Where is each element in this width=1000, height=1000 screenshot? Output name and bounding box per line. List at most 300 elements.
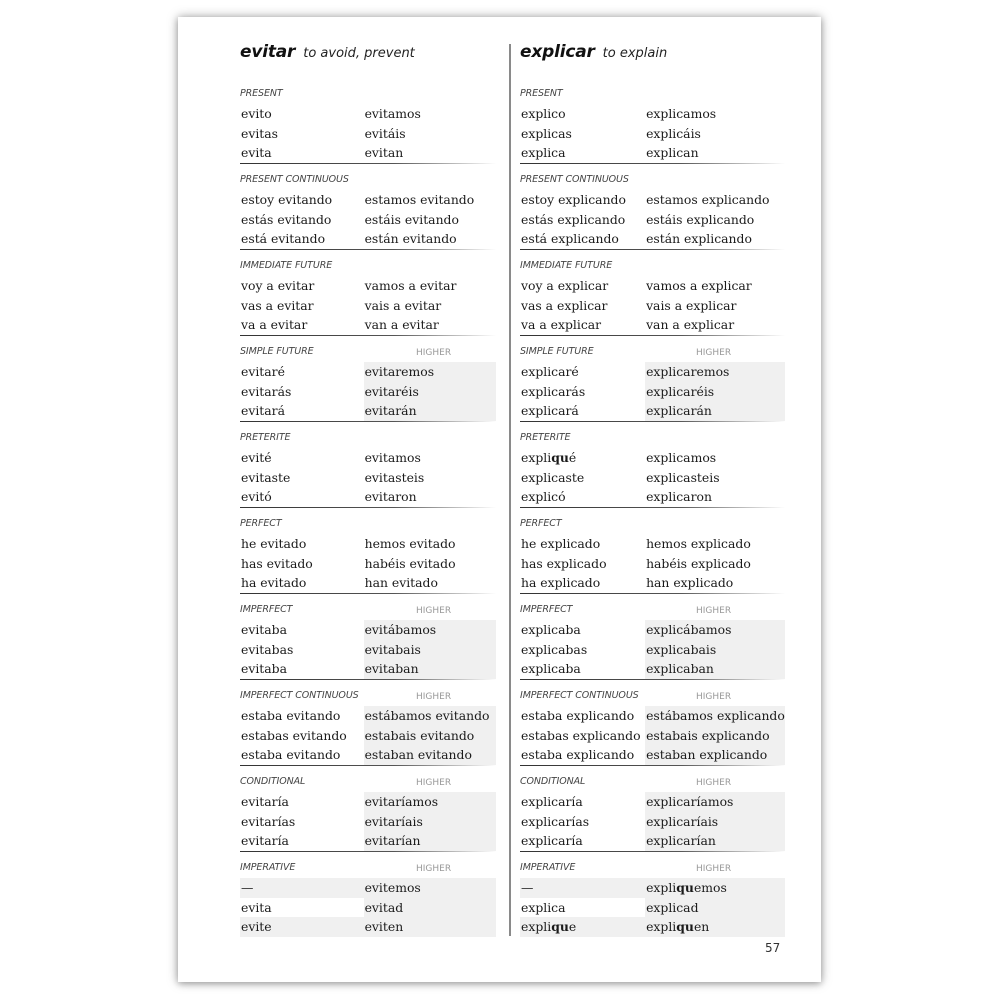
- conjugation-table: [240, 706, 496, 765]
- plural-form: explicarán: [645, 401, 785, 421]
- plural-form: están explicando: [646, 231, 752, 246]
- singular-form: estaba explicando: [521, 747, 635, 762]
- singular-form: estoy explicando: [521, 192, 626, 207]
- conjugation-row: [520, 190, 785, 210]
- conjugation-row: [520, 124, 785, 144]
- singular-form: estás explicando: [521, 211, 626, 227]
- plural-form: explicaban: [645, 659, 785, 679]
- plural-form: vamos a explicar: [646, 278, 752, 293]
- tense-name: IMPERATIVE: [240, 862, 296, 873]
- singular-form: estoy evitando: [241, 192, 333, 207]
- higher-label: HIGHER: [696, 778, 732, 788]
- tense-header: [520, 254, 785, 276]
- conjugation-row: [240, 124, 496, 144]
- plural-form: evitáis: [364, 125, 406, 141]
- tense-block: [520, 82, 785, 168]
- singular-form: evitará: [241, 403, 285, 418]
- singular-form: evitarás: [241, 383, 292, 399]
- verb-infinitive: explicar: [520, 42, 595, 62]
- singular-form: evitas: [241, 125, 279, 141]
- tense-header: [520, 770, 785, 792]
- singular-form: evito: [241, 106, 272, 121]
- tense-name: PRESENT: [240, 88, 283, 99]
- tense-block: [240, 82, 496, 168]
- tense-header: [520, 856, 785, 878]
- singular-form: vas a evitar: [241, 297, 314, 313]
- tense-separator: [240, 249, 496, 251]
- higher-label: HIGHER: [696, 606, 732, 616]
- conjugation-row: [240, 745, 496, 765]
- tense-separator: [520, 507, 785, 509]
- higher-label: HIGHER: [416, 692, 452, 702]
- singular-form: explicará: [521, 403, 579, 418]
- singular-form: evitaré: [241, 364, 285, 379]
- verb-header: [240, 42, 496, 82]
- plural-form: estáis explicando: [646, 211, 755, 227]
- singular-form: explicaba: [521, 661, 581, 676]
- tense-separator: [520, 593, 785, 595]
- conjugation-row: [520, 104, 785, 124]
- conjugation-row: [520, 917, 785, 937]
- plural-form: han explicado: [646, 575, 734, 590]
- tense-name: CONDITIONAL: [520, 776, 586, 787]
- tense-separator: [240, 163, 496, 165]
- column-divider: [509, 44, 511, 936]
- plural-form: estábamos explicando: [645, 706, 785, 726]
- conjugation-row: [240, 878, 496, 898]
- tense-block: [520, 426, 785, 512]
- singular-form: evitaba: [241, 661, 287, 676]
- plural-form: evitaron: [364, 489, 417, 504]
- singular-form: evité: [241, 450, 272, 465]
- conjugation-table: [240, 620, 496, 679]
- singular-form: has evitado: [241, 555, 313, 571]
- plural-form: estaban explicando: [645, 745, 785, 765]
- tense-name: IMPERFECT CONTINUOUS: [240, 690, 359, 701]
- plural-form: evitamos: [364, 450, 421, 465]
- tense-name: IMMEDIATE FUTURE: [520, 260, 613, 271]
- singular-form: evitaste: [241, 469, 291, 485]
- conjugation-row: [240, 898, 496, 918]
- tense-name: IMPERATIVE: [520, 862, 576, 873]
- singular-form: va a evitar: [241, 317, 308, 332]
- singular-form: explico: [521, 106, 566, 121]
- higher-label: HIGHER: [696, 692, 732, 702]
- conjugation-row: [240, 210, 496, 230]
- conjugation-table: [240, 878, 496, 937]
- conjugation-row: [240, 706, 496, 726]
- plural-form: explicaríais: [645, 812, 785, 832]
- singular-form: —: [240, 878, 364, 898]
- conjugation-row: [520, 401, 785, 421]
- singular-form: vas a explicar: [521, 297, 608, 313]
- conjugation-row: [520, 143, 785, 163]
- plural-form: van a explicar: [646, 317, 735, 332]
- tense-block: [520, 168, 785, 254]
- tense-header: [520, 82, 785, 104]
- singular-form: evitabas: [241, 641, 294, 657]
- conjugation-table: [240, 104, 496, 163]
- tense-block: [240, 684, 496, 770]
- tense-header: [240, 426, 496, 448]
- tense-list: [520, 82, 785, 942]
- tense-block: [520, 770, 785, 856]
- singular-form: estaba evitando: [241, 708, 341, 723]
- singular-form: explica: [521, 899, 566, 915]
- singular-form: explicarás: [521, 383, 586, 399]
- singular-form: voy a evitar: [241, 278, 315, 293]
- singular-form: estabas evitando: [241, 727, 347, 743]
- tense-block: [520, 598, 785, 684]
- plural-form: evitemos: [364, 878, 496, 898]
- plural-form: explicamos: [646, 106, 717, 121]
- tense-block: [520, 512, 785, 598]
- singular-form: está evitando: [241, 231, 326, 246]
- page-number: 57: [765, 941, 781, 955]
- singular-form: he evitado: [241, 536, 307, 551]
- verb-translation: to explain: [602, 46, 668, 61]
- conjugation-row: [520, 229, 785, 249]
- tense-separator: [520, 421, 785, 423]
- tense-header: [520, 340, 785, 362]
- tense-separator: [520, 163, 785, 165]
- higher-label: HIGHER: [416, 348, 452, 358]
- conjugation-table: [240, 190, 496, 249]
- conjugation-row: [240, 276, 496, 296]
- singular-form: explicó: [521, 489, 566, 504]
- conjugation-table: [520, 362, 785, 421]
- plural-form: explicáis: [646, 125, 701, 141]
- conjugation-row: [240, 104, 496, 124]
- conjugation-row: [240, 726, 496, 746]
- conjugation-row: [520, 362, 785, 382]
- conjugation-table: [520, 276, 785, 335]
- singular-form: ha explicado: [521, 575, 601, 590]
- tense-name: SIMPLE FUTURE: [240, 346, 314, 357]
- conjugation-row: [520, 792, 785, 812]
- tense-header: [520, 684, 785, 706]
- tense-name: PERFECT: [240, 518, 282, 529]
- verb-infinitive: evitar: [240, 42, 296, 62]
- tense-header: [520, 598, 785, 620]
- plural-form: explicabais: [645, 640, 785, 660]
- plural-form: explicarían: [645, 831, 785, 851]
- tense-header: [240, 82, 496, 104]
- conjugation-table: [240, 448, 496, 507]
- singular-form: evite: [240, 917, 364, 937]
- tense-separator: [240, 335, 496, 337]
- plural-form: expliquemos: [645, 878, 785, 898]
- tense-name: PRETERITE: [520, 432, 571, 443]
- conjugation-row: [520, 726, 785, 746]
- higher-label: HIGHER: [696, 864, 732, 874]
- plural-form: expliquen: [645, 917, 785, 937]
- tense-separator: [520, 679, 785, 681]
- conjugation-row: [240, 917, 496, 937]
- tense-header: [240, 856, 496, 878]
- conjugation-row: [520, 468, 785, 488]
- singular-form: estabas explicando: [521, 727, 641, 743]
- plural-form: evitarían: [364, 831, 496, 851]
- singular-form: evitarías: [241, 813, 296, 829]
- conjugation-row: [520, 382, 785, 402]
- conjugation-row: [240, 143, 496, 163]
- tense-header: [520, 426, 785, 448]
- plural-form: explicamos: [646, 450, 717, 465]
- conjugation-row: [520, 745, 785, 765]
- singular-form: evitaría: [241, 794, 289, 809]
- conjugation-table: [520, 620, 785, 679]
- plural-form: evitaríais: [364, 812, 496, 832]
- conjugation-row: [240, 229, 496, 249]
- plural-form: evitaréis: [364, 382, 496, 402]
- plural-form: explican: [646, 145, 699, 160]
- plural-form: evitad: [364, 898, 496, 918]
- conjugation-row: [520, 210, 785, 230]
- plural-form: evitabais: [364, 640, 496, 660]
- tense-name: PRESENT CONTINUOUS: [240, 174, 349, 185]
- conjugation-table: [240, 792, 496, 851]
- plural-form: estábamos evitando: [364, 706, 496, 726]
- conjugation-row: [520, 487, 785, 507]
- tense-block: [520, 684, 785, 770]
- higher-label: HIGHER: [696, 348, 732, 358]
- singular-form: explicaba: [521, 622, 581, 637]
- conjugation-row: [520, 296, 785, 316]
- conjugation-row: [240, 362, 496, 382]
- tense-name: PERFECT: [520, 518, 562, 529]
- singular-form: —: [520, 878, 645, 898]
- plural-form: van a evitar: [364, 317, 439, 332]
- tense-separator: [240, 851, 496, 853]
- singular-form: va a explicar: [521, 317, 602, 332]
- singular-form: explicaste: [521, 469, 585, 485]
- tense-name: SIMPLE FUTURE: [520, 346, 594, 357]
- conjugation-row: [240, 831, 496, 851]
- plural-form: estamos evitando: [364, 192, 475, 207]
- singular-form: he explicado: [521, 536, 601, 551]
- singular-form: evitaría: [241, 833, 289, 848]
- higher-label: HIGHER: [416, 778, 452, 788]
- tense-header: [240, 598, 496, 620]
- singular-form: estás evitando: [241, 211, 332, 227]
- tense-name: PRESENT: [520, 88, 563, 99]
- tense-header: [240, 254, 496, 276]
- singular-form: voy a explicar: [521, 278, 609, 293]
- tense-block: [240, 168, 496, 254]
- conjugation-row: [520, 812, 785, 832]
- conjugation-row: [520, 315, 785, 335]
- conjugation-row: [520, 831, 785, 851]
- tense-block: [240, 340, 496, 426]
- plural-form: explicaremos: [645, 362, 785, 382]
- conjugation-row: [520, 659, 785, 679]
- plural-form: han evitado: [364, 575, 438, 590]
- conjugation-table: [240, 276, 496, 335]
- conjugation-row: [240, 534, 496, 554]
- tense-separator: [520, 249, 785, 251]
- conjugation-row: [520, 276, 785, 296]
- conjugation-row: [240, 659, 496, 679]
- tense-header: [240, 770, 496, 792]
- tense-separator: [520, 765, 785, 767]
- plural-form: explicaron: [646, 489, 712, 504]
- plural-form: evitasteis: [364, 469, 425, 485]
- conjugation-row: [240, 382, 496, 402]
- tense-block: [240, 254, 496, 340]
- plural-form: evitamos: [364, 106, 421, 121]
- higher-label: HIGHER: [416, 606, 452, 616]
- conjugation-row: [240, 401, 496, 421]
- conjugation-table: [520, 104, 785, 163]
- conjugation-table: [240, 362, 496, 421]
- higher-label: HIGHER: [416, 864, 452, 874]
- tense-header: [520, 512, 785, 534]
- tense-separator: [240, 765, 496, 767]
- conjugation-row: [240, 554, 496, 574]
- singular-form: estaba evitando: [241, 747, 341, 762]
- singular-form: explicaré: [521, 364, 579, 379]
- plural-form: explicasteis: [646, 469, 720, 485]
- plural-form: explicad: [645, 898, 785, 918]
- plural-form: estabais explicando: [645, 726, 785, 746]
- plural-form: evitábamos: [364, 620, 496, 640]
- plural-form: eviten: [364, 917, 496, 937]
- tense-header: [240, 340, 496, 362]
- singular-form: explicaría: [521, 833, 583, 848]
- conjugation-row: [240, 640, 496, 660]
- tense-name: PRETERITE: [240, 432, 291, 443]
- singular-form: explicarías: [521, 813, 590, 829]
- tense-separator: [520, 851, 785, 853]
- tense-block: [520, 340, 785, 426]
- plural-form: vais a evitar: [364, 297, 442, 313]
- tense-name: IMMEDIATE FUTURE: [240, 260, 333, 271]
- tense-block: [240, 426, 496, 512]
- verb-header: [520, 42, 785, 82]
- plural-form: vamos a evitar: [364, 278, 457, 293]
- conjugation-row: [240, 487, 496, 507]
- plural-form: habéis evitado: [364, 555, 456, 571]
- plural-form: vais a explicar: [646, 297, 737, 313]
- conjugation-row: [240, 620, 496, 640]
- verb-translation: to avoid, prevent: [303, 46, 415, 61]
- singular-form: evita: [241, 899, 272, 915]
- conjugation-table: [520, 190, 785, 249]
- conjugation-row: [240, 573, 496, 593]
- singular-form: explique: [520, 917, 645, 937]
- conjugation-table: [520, 792, 785, 851]
- conjugation-row: [520, 554, 785, 574]
- tense-separator: [240, 679, 496, 681]
- conjugation-row: [520, 706, 785, 726]
- tense-name: IMPERFECT CONTINUOUS: [520, 690, 639, 701]
- plural-form: evitaremos: [364, 362, 496, 382]
- conjugation-row: [520, 573, 785, 593]
- plural-form: explicábamos: [645, 620, 785, 640]
- conjugation-row: [520, 898, 785, 918]
- plural-form: explicaríamos: [645, 792, 785, 812]
- conjugation-row: [520, 620, 785, 640]
- plural-form: estaban evitando: [364, 745, 496, 765]
- singular-form: explicabas: [521, 641, 588, 657]
- tense-name: CONDITIONAL: [240, 776, 306, 787]
- conjugation-row: [520, 878, 785, 898]
- singular-form: ha evitado: [241, 575, 307, 590]
- plural-form: hemos evitado: [364, 536, 456, 551]
- tense-block: [520, 254, 785, 340]
- tense-separator: [240, 507, 496, 509]
- conjugation-table: [520, 448, 785, 507]
- plural-form: evitaban: [364, 659, 496, 679]
- plural-form: evitarán: [364, 401, 496, 421]
- plural-form: explicaréis: [645, 382, 785, 402]
- plural-form: están evitando: [364, 231, 457, 246]
- tense-block: [240, 598, 496, 684]
- verb-column-evitar: [240, 42, 496, 942]
- tense-name: PRESENT CONTINUOUS: [520, 174, 629, 185]
- conjugation-row: [240, 296, 496, 316]
- tense-separator: [240, 593, 496, 595]
- tense-block: [240, 770, 496, 856]
- plural-form: habéis explicado: [646, 555, 751, 571]
- plural-form: evitan: [364, 145, 404, 160]
- conjugation-row: [240, 448, 496, 468]
- plural-form: estabais evitando: [364, 726, 496, 746]
- singular-form: evitó: [241, 489, 272, 504]
- tense-header: [520, 168, 785, 190]
- conjugation-row: [240, 468, 496, 488]
- conjugation-table: [520, 706, 785, 765]
- tense-header: [240, 168, 496, 190]
- conjugation-row: [520, 448, 785, 468]
- plural-form: estamos explicando: [646, 192, 770, 207]
- tense-block: [520, 856, 785, 942]
- verb-column-explicar: [520, 42, 785, 942]
- singular-form: explicas: [521, 125, 572, 141]
- singular-form: expliqué: [521, 450, 577, 465]
- tense-name: IMPERFECT: [520, 604, 573, 615]
- tense-header: [240, 512, 496, 534]
- singular-form: estaba explicando: [521, 708, 635, 723]
- singular-form: evitaba: [241, 622, 287, 637]
- plural-form: estáis evitando: [364, 211, 459, 227]
- tense-separator: [240, 421, 496, 423]
- tense-list: [240, 82, 496, 942]
- singular-form: está explicando: [521, 231, 619, 246]
- conjugation-row: [240, 792, 496, 812]
- singular-form: explicaría: [521, 794, 583, 809]
- conjugation-row: [240, 190, 496, 210]
- singular-form: explica: [521, 145, 566, 160]
- tense-name: IMPERFECT: [240, 604, 293, 615]
- singular-form: evita: [241, 145, 272, 160]
- conjugation-row: [520, 640, 785, 660]
- conjugation-row: [240, 315, 496, 335]
- conjugation-table: [520, 878, 785, 937]
- conjugation-row: [520, 534, 785, 554]
- singular-form: has explicado: [521, 555, 607, 571]
- conjugation-table: [240, 534, 496, 593]
- conjugation-table: [520, 534, 785, 593]
- conjugation-row: [240, 812, 496, 832]
- tense-header: [240, 684, 496, 706]
- tense-block: [240, 512, 496, 598]
- tense-separator: [520, 335, 785, 337]
- plural-form: evitaríamos: [364, 792, 496, 812]
- tense-block: [240, 856, 496, 942]
- plural-form: hemos explicado: [646, 536, 751, 551]
